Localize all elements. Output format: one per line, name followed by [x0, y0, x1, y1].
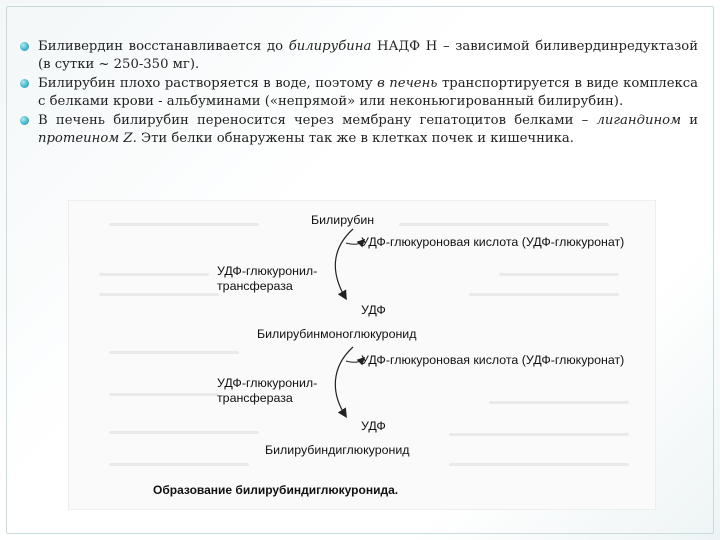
bullet-item [18, 112, 698, 147]
text-fragment: Биливердин восстанавливается до [38, 39, 289, 54]
bullet-item [18, 75, 698, 110]
scheme-caption: Образование билирубиндиглюкуронида. [153, 483, 399, 497]
text-fragment: . Эти белки обнаружены так же в клетках почек и кишечника. [132, 130, 574, 146]
enzyme-label-2: УДФ-глюкуронил-трансфераза [217, 376, 318, 405]
bullet-dot-icon [20, 42, 29, 51]
diglucuronide-label: Билирубиндиглюкуронид [265, 443, 410, 457]
monoglucuronide-label: Билирубинмоноглюкуронид [257, 327, 417, 341]
udp-label-1: УДФ [361, 303, 386, 317]
udp-label-2: УДФ [361, 419, 386, 433]
bullet-dot-icon [20, 116, 29, 125]
bullet-text [38, 113, 698, 146]
italic-term: протеином Z [38, 130, 133, 146]
bullet-item [18, 38, 698, 73]
italic-term: лигандином [596, 113, 681, 129]
udp-glucuronic-acid-label-2: УДФ-глюкуроновая кислота (УДФ-глюкуронат) [361, 353, 625, 367]
text-fragment: и [681, 113, 698, 129]
reaction-arrow-2 [335, 347, 353, 415]
enzyme-label-1: УДФ-глюкуронил-трансфераза [217, 264, 318, 293]
text-fragment: Билирубин плохо растворяется в воде, поэтому [38, 76, 378, 92]
bullet-text [38, 76, 698, 109]
text-fragment: В печень билирубин переносится через мембрану гепатоцитов белками – [38, 113, 597, 129]
italic-term: билирубина [288, 39, 372, 54]
bullet-list [18, 38, 698, 150]
reaction-scheme-image [68, 200, 656, 510]
udp-glucuronic-acid-label-1: УДФ-глюкуроновая кислота (УДФ-глюкуронат) [361, 235, 625, 249]
bullet-text [38, 39, 698, 72]
bullet-dot-icon [20, 79, 29, 88]
text-fragment: транспортируется в виде комплекса с белками крови - альбуминами («непрямой» или неконьюгированный билирубин). [38, 76, 698, 109]
reaction-arrow-1 [335, 229, 353, 297]
bilirubin-label: Билирубин [311, 213, 375, 227]
text-fragment: НАДФ Н – зависимой биливердинредуктазой (в сутки ~ 250-350 мг). [38, 39, 698, 72]
italic-term: в печень [377, 76, 438, 92]
